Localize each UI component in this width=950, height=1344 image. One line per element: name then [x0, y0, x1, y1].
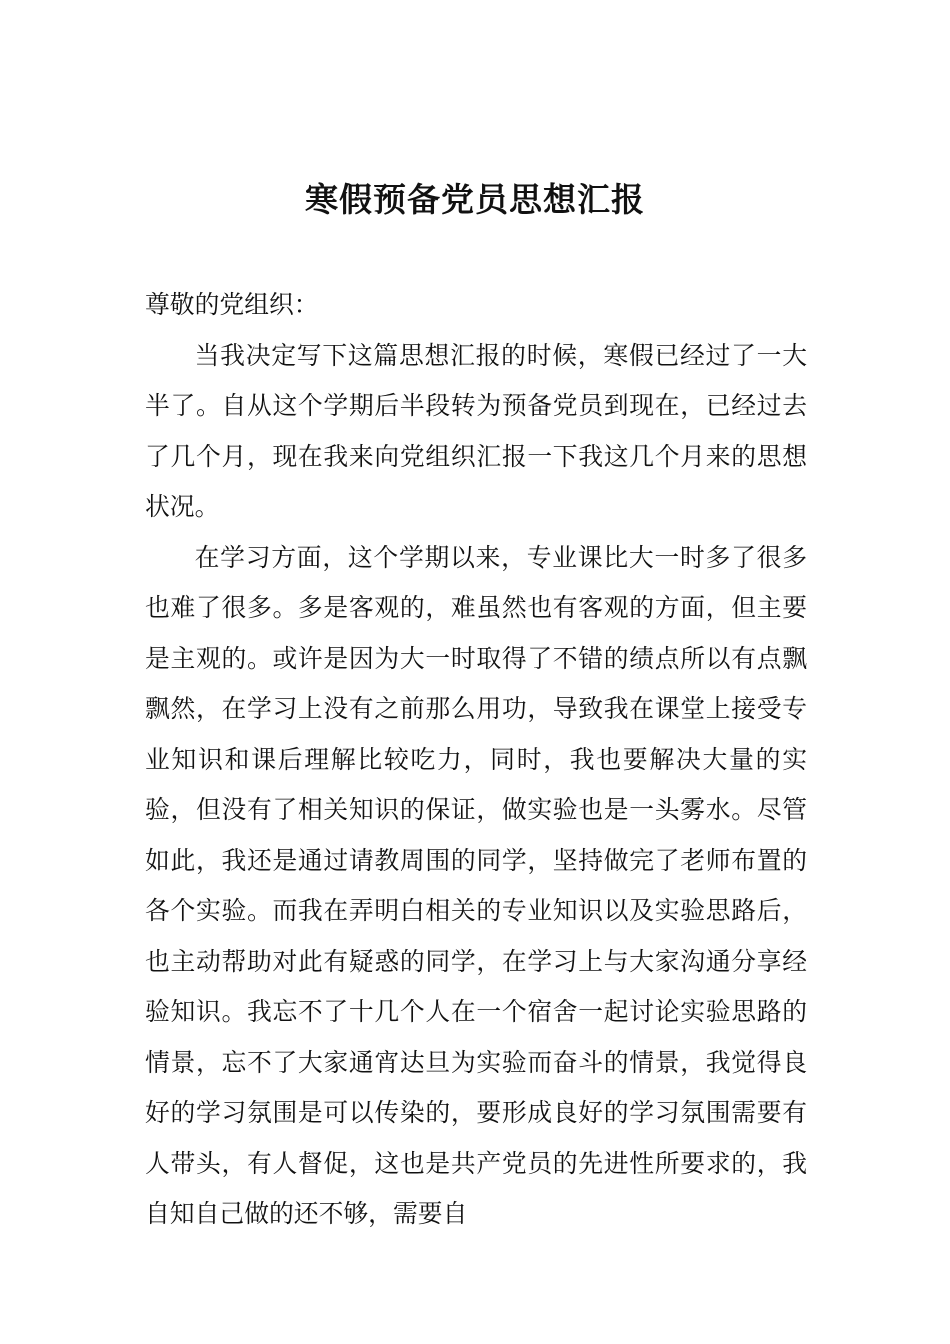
document-body: [145, 280, 807, 1240]
paragraph-2: 在学习方面，这个学期以来，专业课比大一时多了很多也难了很多。多是客观的，难虽然也有客观的方面，但主要是主观的。或许是因为大一时取得了不错的绩点所以有点飘飘然，在学习上没有之前那么用功，导致我在课堂上接受专业知识和课后理解比较吃力，同时，我也要解决大量的实验，但没有了相关知识的保证，做实验也是一头雾水。尽管如此，我还是通过请教周围的同学，坚持做完了老师布置的各个实验。而我在弄明白相关的专业知识以及实验思路后，也主动帮助对此有疑惑的同学，在学习上与大家沟通分享经验知识。我忘不了十几个人在一个宿舍一起讨论实验思路的情景，忘不了大家通宵达旦为实验而奋斗的情景，我觉得良好的学习氛围是可以传染的，要形成良好的学习氛围需要有人带头，有人督促，这也是共产党员的先进性所要求的，我自知自己做的还不够，需要自: [145, 542, 807, 1228]
document-title: 寒假预备党员思想汇报: [305, 180, 645, 219]
salutation: 尊敬的党组织：: [145, 290, 319, 319]
paragraph-1: 当我决定写下这篇思想汇报的时候，寒假已经过了一大半了。自从这个学期后半段转为预备党员到现在，已经过去了几个月，现在我来向党组织汇报一下我这几个月来的思想状况。: [145, 340, 807, 521]
